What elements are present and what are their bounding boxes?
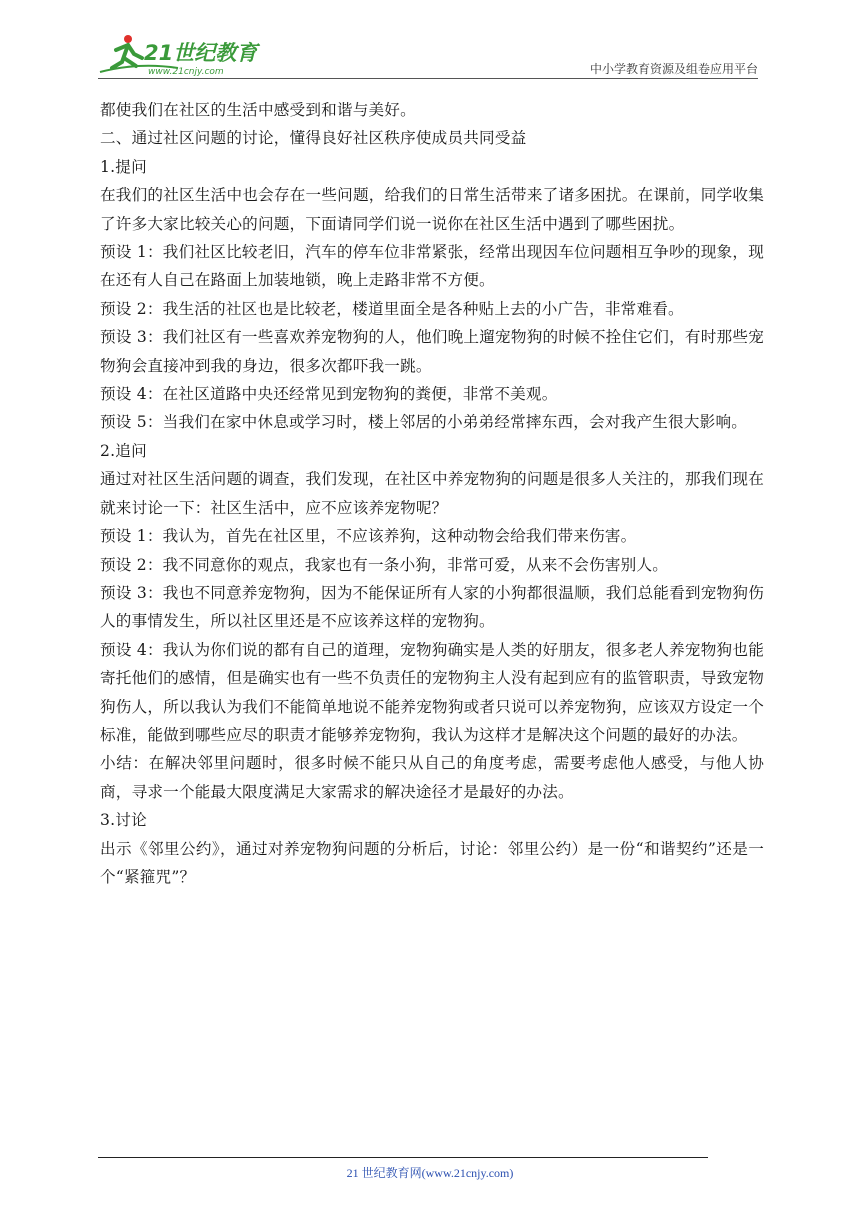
paragraph: 预设 4：在社区道路中央还经常见到宠物狗的粪便，非常不美观。 (100, 385, 558, 404)
paragraph: 预设 2：我生活的社区也是比较老，楼道里面全是各种贴上去的小广告，非常难看。 (100, 299, 684, 318)
subheading: 1.提问 (100, 157, 147, 176)
paragraph: 预设 2：我不同意你的观点，我家也有一条小狗，非常可爱，从来不会伤害别人。 (100, 555, 669, 574)
paragraph: 在我们的社区生活中也会存在一些问题，给我们的日常生活带来了诸多困扰。在课前，同学收集了许多大家比较关心的问题，下面请同学们说一说你在社区生活中遇到了哪些困扰。 (100, 186, 764, 233)
paragraph: 小结：在解决邻里问题时，很多时候不能只从自己的角度考虑，需要考虑他人感受，与他人协商，寻求一个能最大限度满足大家需求的解决途径才是最好的办法。 (100, 754, 764, 801)
site-logo (98, 32, 268, 80)
paragraph: 预设 3：我也不同意养宠物狗，因为不能保证所有人家的小狗都很温顺，我们总能看到宠物狗伤人的事情发生，所以社区里还是不应该养这样的宠物狗。 (100, 583, 764, 631)
page-header (98, 32, 758, 80)
paragraph: 出示《邻里公约》，通过对养宠物狗问题的分析后，讨论：邻里公约）是一份“和谐契约”还是一个“紧箍咒”？ (100, 839, 764, 886)
paragraph: 预设 4：我认为你们说的都有自己的道理，宠物狗确实是人类的好朋友，很多老人养宠物狗也能寄托他们的感情，但是确实也有一些不负责任的宠物狗主人没有起到应有的监管职责，导致宠物狗伤人，所以我认为我们不能简单地说不能养宠物狗或者只说可以养宠物狗，应该双方设定一个标准，能做到哪些应尽的职责才能够养宠物狗，我认为这样才是解决这个问题的最好的办法。 (100, 640, 764, 744)
paragraph: 通过对社区生活问题的调查，我们发现，在社区中养宠物狗的问题是很多人关注的，那我们现在就来讨论一下：社区生活中，应不应该养宠物呢？ (100, 470, 764, 517)
paragraph: 预设 3：我们社区有一些喜欢养宠物狗的人，他们晚上遛宠物狗的时候不拴住它们，有时那些宠物狗会直接冲到我的身边，很多次都吓我一跳。 (100, 328, 764, 375)
header-divider (98, 78, 758, 79)
paragraph: 预设 5：当我们在家中休息或学习时，楼上邻居的小弟弟经常摔东西，会对我产生很大影响。 (100, 413, 748, 432)
subheading: 2.追问 (100, 441, 147, 460)
paragraph: 预设 1：我们社区比较老旧，汽车的停车位非常紧张，经常出现因车位问题相互争吵的现象，现在还有人自己在路面上加装地锁，晚上走路非常不方便。 (100, 243, 764, 290)
footer-divider (98, 1157, 708, 1158)
logo-url: www.21cnjy.com (148, 67, 224, 77)
section-heading: 二、通过社区问题的讨论，懂得良好社区秩序使成员共同受益 (100, 129, 527, 148)
logo-text: 21世纪教育 (144, 41, 258, 65)
paragraph: 预设 1：我认为，首先在社区里，不应该养狗，这种动物会给我们带来伤害。 (100, 527, 637, 546)
page-footer: 21 世纪教育网(www.21cnjy.com) (346, 1166, 514, 1180)
subheading: 3.讨论 (100, 811, 147, 830)
document-body (100, 96, 764, 891)
paragraph: 都使我们在社区的生活中感受到和谐与美好。 (100, 101, 416, 119)
header-platform-name: 中小学教育资源及组卷应用平台 (589, 62, 758, 76)
